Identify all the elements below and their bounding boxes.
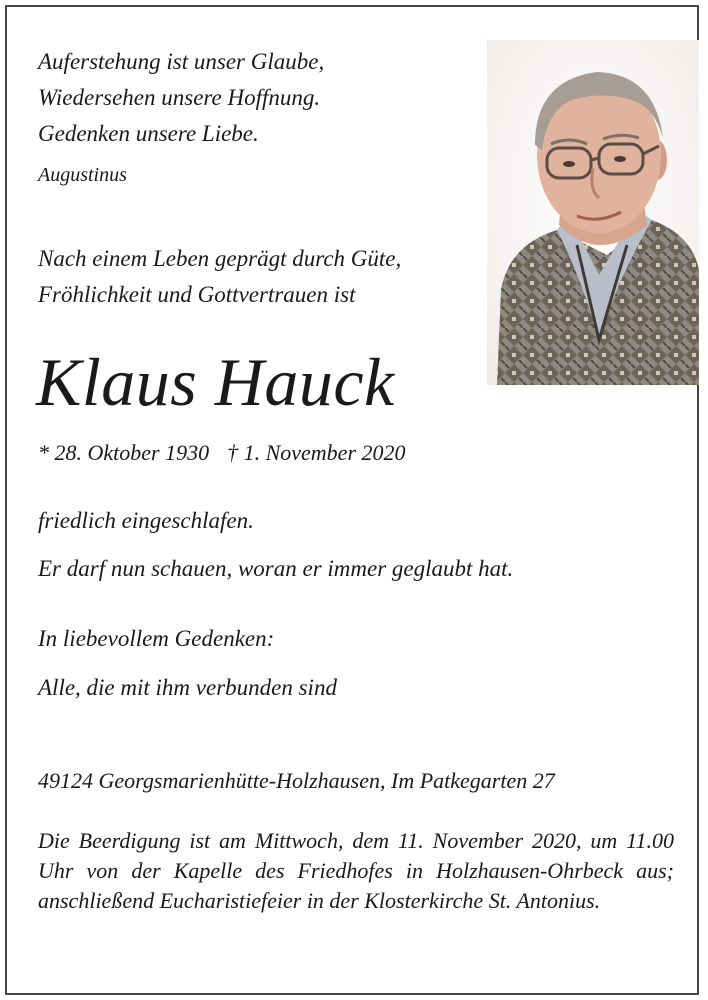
mourners-text: Alle, die mit ihm verbunden sind — [38, 675, 337, 700]
intro-line-2: Fröhlichkeit und Gottvertrauen ist — [38, 282, 356, 307]
memory-text: In liebevollem Gedenken: — [38, 626, 275, 651]
intro-line-1: Nach einem Leben geprägt durch Güte, — [38, 246, 402, 271]
verse-author: Augustinus — [38, 164, 127, 186]
passed-text: friedlich eingeschlafen. — [38, 508, 254, 533]
verse — [38, 44, 324, 152]
funeral-info: Die Beerdigung ist am Mittwoch, dem 11. November 2020, um 11.00 Uhr von der Kapelle des Friedhofes in Holzhausen-Ohrbeck aus; anschließend Eucharistiefeier in der Klosterkirche St. Antonius. — [38, 828, 674, 913]
birth-date: * 28. Oktober 1930 — [38, 440, 210, 465]
deceased-name: Klaus Hauck — [36, 344, 395, 420]
portrait-illustration — [487, 40, 699, 385]
faith-text: Er darf nun schauen, woran er immer geglaubt hat. — [38, 556, 514, 581]
address: 49124 Georgsmarienhütte-Holzhausen, Im Patkegarten 27 — [38, 768, 555, 793]
life-dates — [38, 440, 406, 466]
death-date: † 1. November 2020 — [227, 440, 406, 465]
verse-line-1: Auferstehung ist unser Glaube, — [38, 49, 325, 74]
verse-line-2: Wiedersehen unsere Hoffnung. — [38, 85, 321, 110]
intro — [38, 241, 401, 313]
verse-line-3: Gedenken unsere Liebe. — [38, 121, 259, 146]
portrait-photo — [487, 40, 699, 385]
